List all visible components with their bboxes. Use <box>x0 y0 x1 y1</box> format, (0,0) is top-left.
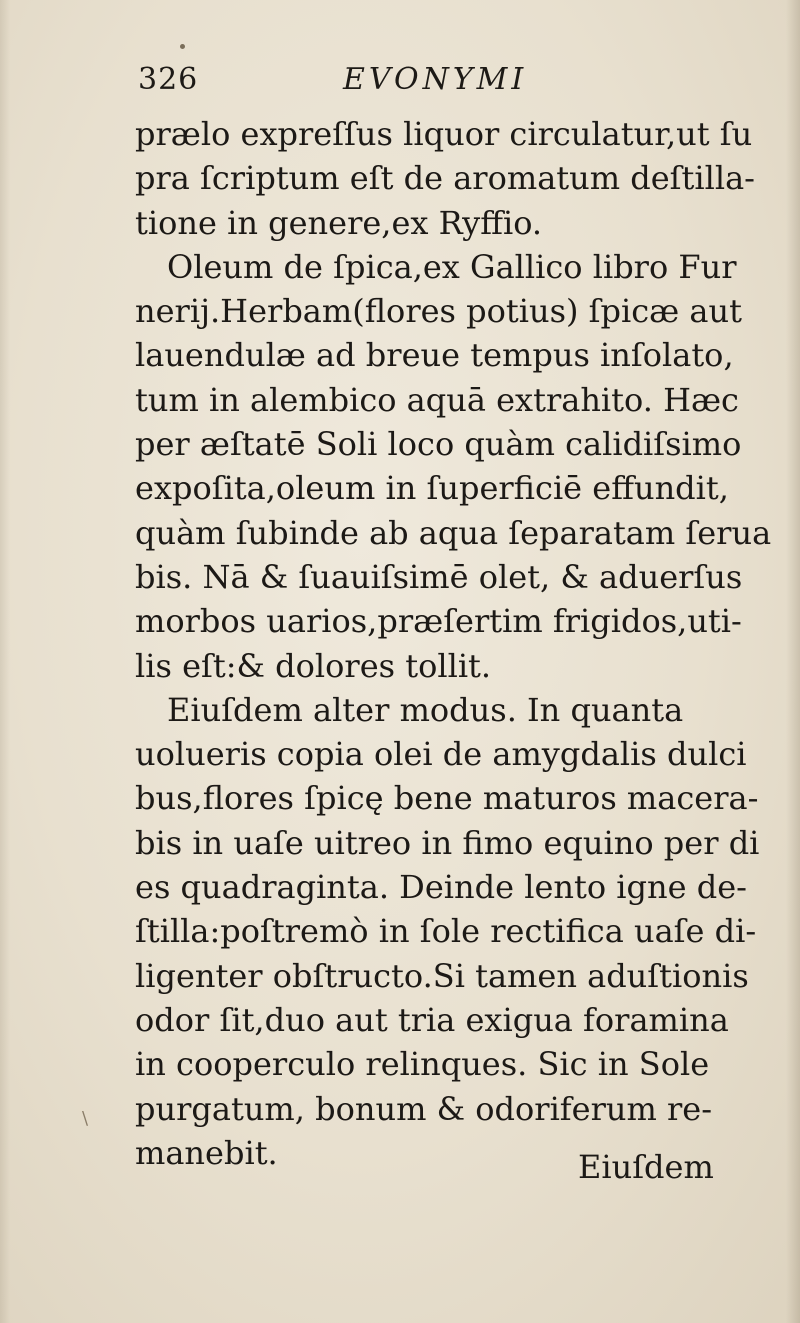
text-line: in cooperculo relinques. Sic in Sole <box>135 1045 710 1084</box>
text-line: bus,flores ſpicę bene maturos macera- <box>135 779 759 818</box>
margin-mark: \ <box>82 1108 89 1129</box>
text-line: es quadraginta. Deinde lento igne de- <box>135 868 747 907</box>
text-line: Oleum de ſpica,ex Gallico libro Fur <box>167 247 737 286</box>
page-edge-shadow-left <box>0 0 10 1323</box>
page-header <box>138 62 698 102</box>
text-line: ligenter obſtructo.Si tamen aduſtionis <box>135 956 749 995</box>
text-line: lauendulæ ad breue tempus inſolato, <box>135 336 734 375</box>
catchword: Eiuſdem <box>578 1148 714 1186</box>
text-line: nerij.Herbam(flores potius) ſpicæ aut <box>135 292 742 331</box>
page-edge-shadow-right <box>786 0 800 1323</box>
text-line: tione in genere,ex Ryffio. <box>135 203 543 242</box>
running-head: EVONYMI <box>343 62 528 97</box>
text-line: quàm ſubinde ab aqua ſeparatam ſerua <box>135 513 772 552</box>
text-line: ſtilla:poſtremò in ſole rectifica uaſe di- <box>135 912 757 951</box>
text-line: lis eſt:& dolores tollit. <box>135 646 492 685</box>
text-line: purgatum, bonum & odoriferum re- <box>135 1089 713 1128</box>
text-line: pra ſcriptum eſt de aromatum deſtilla- <box>135 159 755 198</box>
text-line: per æſtatē Soli loco quàm calidiſsimo <box>135 425 742 464</box>
text-line: Eiuſdem alter modus. In quanta <box>167 690 684 729</box>
text-line: uolueris copia olei de amygdalis dulci <box>135 735 747 774</box>
page-number: 326 <box>138 62 199 97</box>
text-line: expoſita,oleum in ſuperficiē effundit, <box>135 469 729 508</box>
text-line: bis in uaſe uitreo in fimo equino per di <box>135 823 760 862</box>
text-line: odor ſit,duo aut tria exigua foramina <box>135 1000 729 1039</box>
body-text <box>135 112 772 1175</box>
ink-speck <box>180 44 185 49</box>
text-line: manebit. <box>135 1133 278 1172</box>
text-line: tum in alembico aquā extrahito. Hæc <box>135 380 739 419</box>
text-line: bis. Nā & ſuauiſsimē olet, & aduerſus <box>135 557 743 596</box>
text-line: prælo expreſſus liquor circulatur,ut ſu <box>135 115 753 153</box>
text-line: morbos uarios,præſertim frigidos,uti- <box>135 602 742 641</box>
